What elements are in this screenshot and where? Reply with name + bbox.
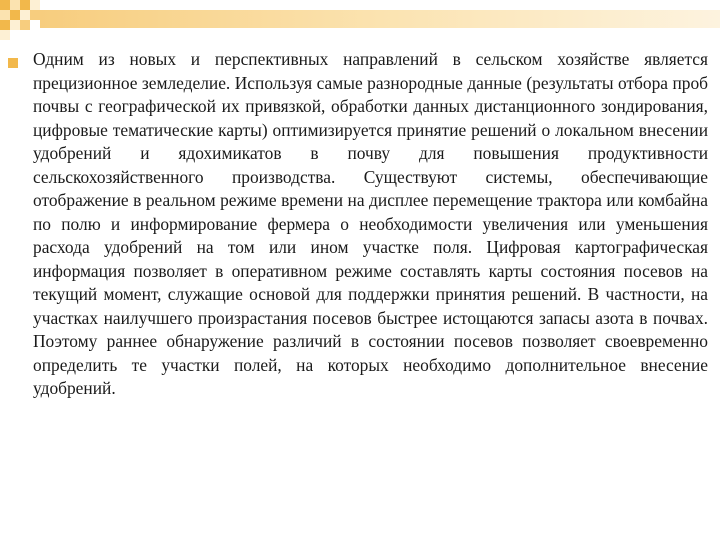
body-paragraph: Одним из новых и перспективных направлений в сельском хозяйстве является прецизионное земледелие. Используя самые разнородные данные (результаты отбора проб почвы с географической их привязкой, обработки данных дистанционного зондирования, цифровые тематические карты) оптимизируется принятие решений о локальном внесении удобрений и ядохимикатов в почву для повышения продуктивности сельскохозяйственного производства. Существуют системы, обеспечивающие отображение в реальном режиме времени на дисплее перемещение трактора или комбайна по полю и информирование фермера о необходимости увеличения или уменьшения расхода удобрений на том или ином участке поля. Цифровая картографическая информация позволяет в оперативном режиме составлять карты состояния посевов на текущий момент, служащие основой для поддержки принятия решений. В частности, на участках наилучшего произрастания посевов быстрее истощаются запасы азота в почвах. Поэтому раннее обнаружение различий в состоянии посевов позволяет своевременно определить те участки полей, на которых необходимо дополнительное внесение удобрений.	[33, 49, 708, 398]
square-bullet-icon	[8, 58, 18, 68]
decorative-checker-header	[0, 0, 720, 40]
